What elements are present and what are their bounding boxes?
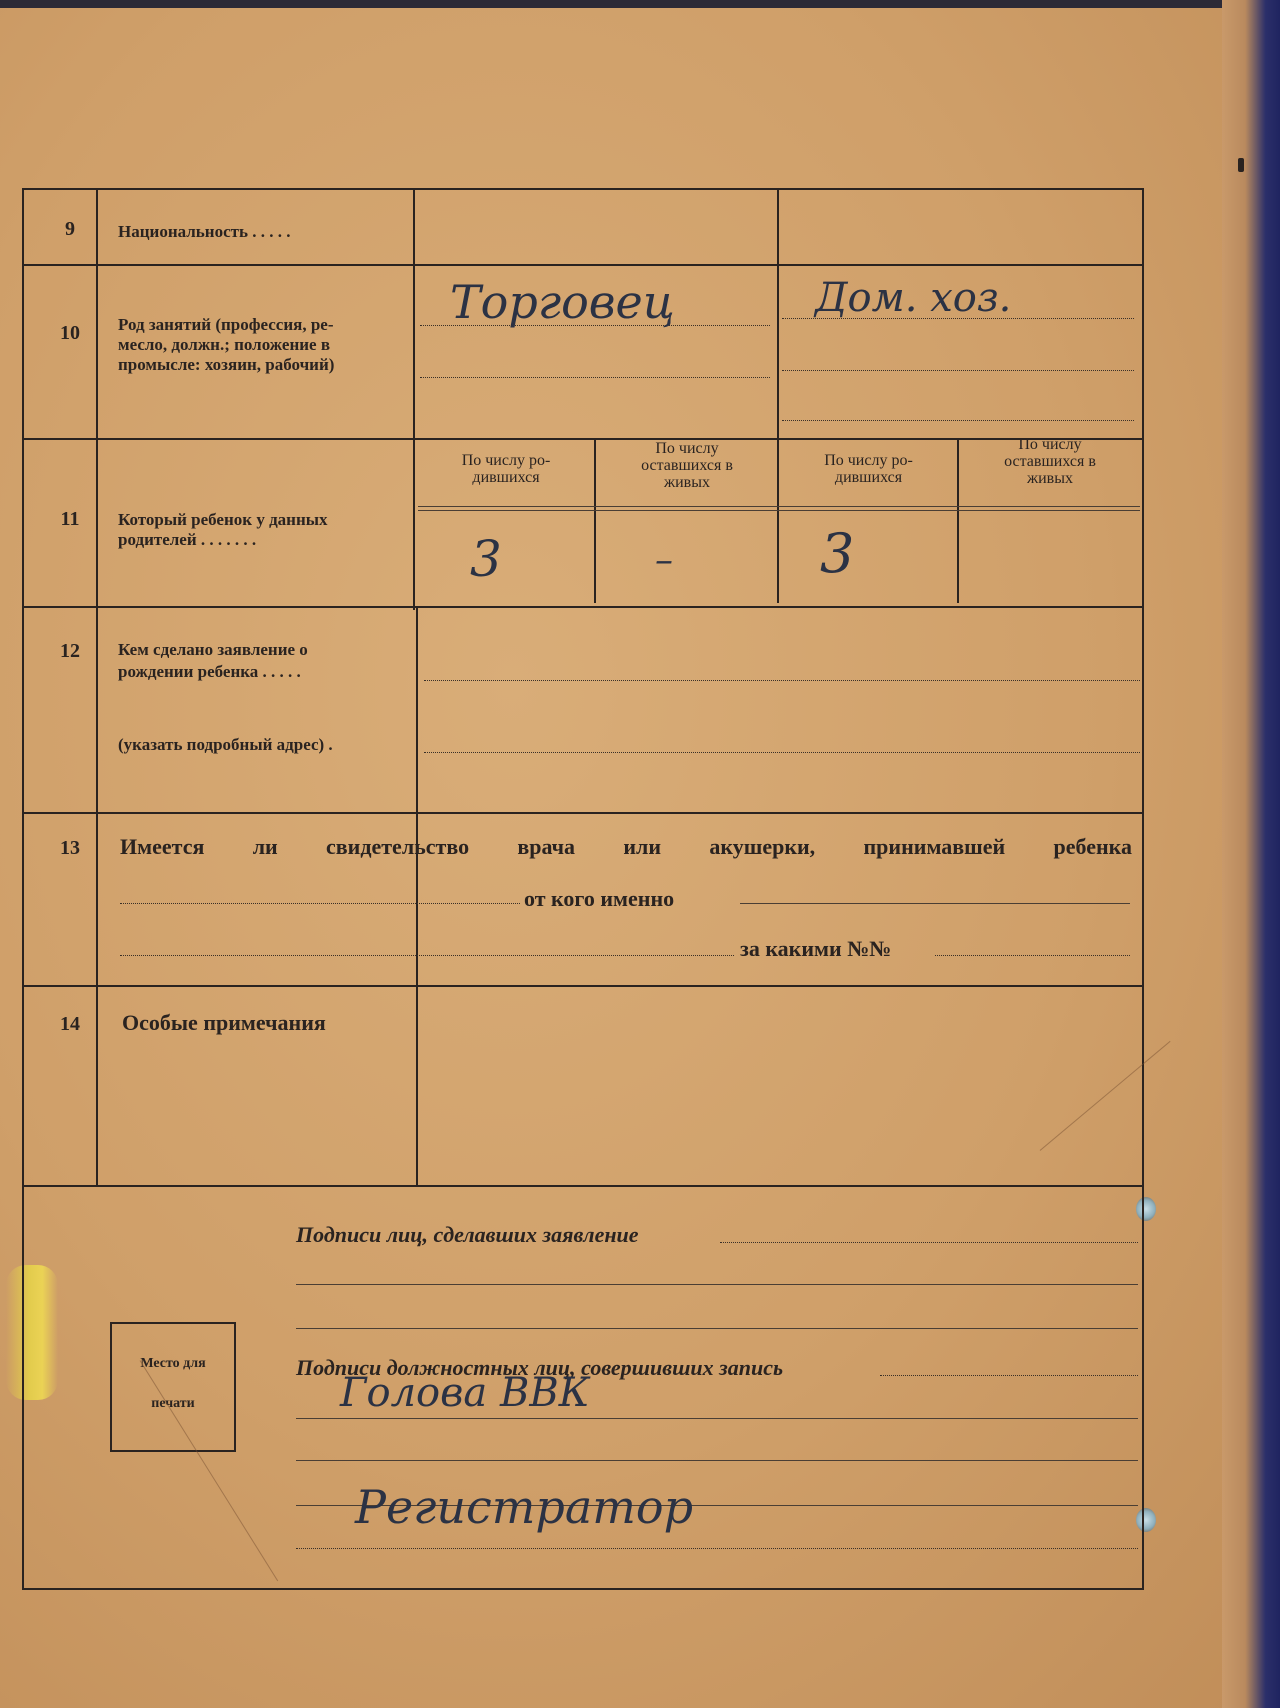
column-divider [957,440,959,603]
occupation-label-line: промысле: хозяин, рабочий) [118,355,335,374]
fill-line [782,370,1134,371]
row-divider [24,985,1142,987]
fill-line [935,955,1130,956]
signature-line [296,1548,1138,1549]
mother-born-count: 3 [820,522,855,585]
row-number: 12 [60,640,80,662]
row-number: 9 [65,218,75,240]
applicants-signature-label: Подписи лиц, сделавших заявление [296,1222,639,1247]
father-born-count: 3 [470,530,502,588]
fill-line [740,903,1130,904]
stamp-box [110,1322,236,1452]
row-divider [24,812,1142,814]
col-header-born: По числу ро- дившихся [461,452,551,486]
fill-line [424,752,1140,753]
fill-line [420,377,770,378]
row-divider [24,606,1142,608]
mother-nationality-field[interactable] [780,192,1140,264]
special-notes-label: Особые примечания [122,1010,326,1035]
stamp-label-line: Место для [140,1356,206,1371]
scan-top-strip [0,0,1280,8]
column-divider [594,440,596,603]
ink-mark [1238,158,1244,172]
from-whom-label: от кого именно [524,886,675,911]
row-divider [24,1185,1142,1187]
declarant-label-line: рождении ребенка . . . . . [118,662,301,681]
signature-line [296,1418,1138,1419]
stamp-label-line: печати [151,1396,195,1411]
fill-line [782,420,1134,421]
column-divider [416,608,418,1185]
occupation-label-line: месло, должн.; положение в [118,335,331,354]
col-header-living: По числу оставшихся в живых [1004,436,1096,487]
certificate-question: Имеется ли свидетельство врача или акушерки, принимавшей ребенка [120,834,1132,859]
fill-line [720,1242,1138,1243]
father-nationality-field[interactable] [416,192,776,264]
declarant-label-line: Кем сделано заявление о [118,640,308,659]
registrar-signature-handwritten: Регистратор [355,1480,694,1534]
col-header-living: По числу оставшихся в живых [641,440,733,491]
row-number: 10 [60,322,80,344]
fill-line [880,1375,1138,1376]
row-number: 13 [60,837,80,859]
fill-line [120,955,734,956]
signature-line [296,1460,1138,1461]
header-divider [418,506,1140,507]
signature-line [296,1284,1138,1285]
row-number: 14 [60,1013,80,1035]
col-header-born: По числу ро- дившихся [824,452,913,486]
binder-edge [1222,0,1280,1708]
child-order-label-line: родителей . . . . . . . [118,530,257,549]
numbers-label: за какими №№ [740,936,892,961]
fill-line [424,680,1140,681]
column-divider [777,190,779,603]
signature-line [296,1328,1138,1329]
mother-occupation-handwritten: Дом. хоз. [815,275,1012,321]
header-divider [418,510,1140,511]
official-signature-handwritten: Голова ВВК [340,1370,590,1416]
column-divider [413,190,415,610]
fill-line [120,903,520,904]
nationality-label: Национальность . . . . . [118,222,291,241]
row-number: 11 [60,508,80,530]
father-occupation-handwritten: Торговец [450,275,675,329]
special-notes-field[interactable] [419,988,1139,1184]
officials-signature-label: Подписи должностных лиц, совершивших запись [296,1355,784,1380]
father-living-count: – [655,540,673,581]
row-divider [24,264,1142,266]
address-note: (указать подробный адрес) . [118,735,333,754]
child-order-label-line: Который ребенок у данных [118,510,328,529]
occupation-label-line: Род занятий (профессия, ре- [118,315,334,334]
